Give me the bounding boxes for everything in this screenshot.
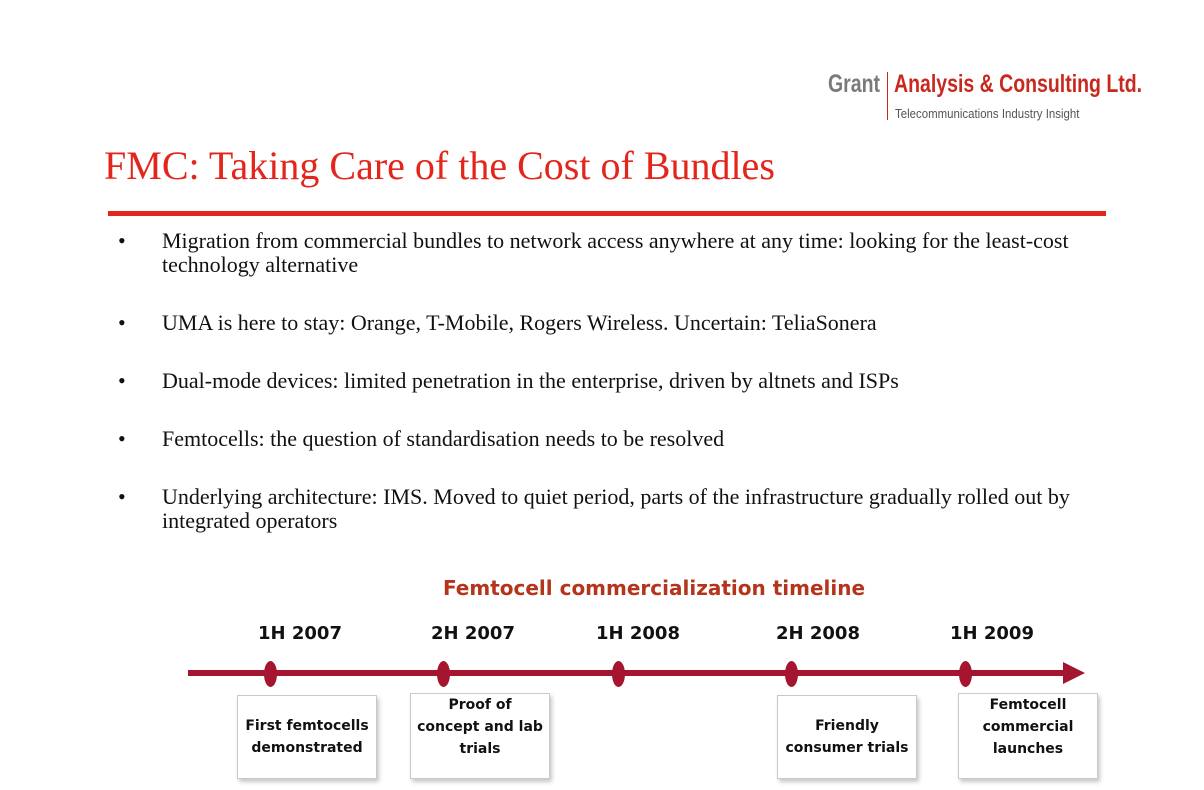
bullet-item xyxy=(118,311,1108,335)
bullet-marker: • xyxy=(118,310,126,335)
bullet-item xyxy=(118,369,1108,393)
bullet-marker: • xyxy=(118,484,126,509)
timeline-marker xyxy=(959,661,972,687)
timeline-event-text: Femtocell commercial launches xyxy=(982,697,1074,757)
bullet-text: Femtocells: the question of standardisation needs to be resolved xyxy=(162,426,725,451)
logo-company-text: Analysis & Consulting Ltd. xyxy=(894,70,1143,98)
timeline-period-label: 2H 2008 xyxy=(776,623,860,644)
title-underline xyxy=(108,211,1106,216)
timeline-axis xyxy=(188,670,1066,676)
timeline-event-text: Friendly consumer trials xyxy=(785,718,909,756)
bullet-item xyxy=(118,229,1108,277)
timeline-event-box xyxy=(777,695,917,779)
timeline-marker xyxy=(612,661,625,687)
bullet-item xyxy=(118,485,1108,533)
bullet-text: UMA is here to stay: Orange, T-Mobile, Rogers Wireless. Uncertain: TeliaSonera xyxy=(162,310,877,335)
timeline-event-text: Proof of concept and lab trials xyxy=(417,697,543,757)
company-logo xyxy=(828,70,1143,130)
timeline-marker xyxy=(437,661,450,687)
logo-grant-text: Grant xyxy=(828,70,881,98)
timeline-arrowhead xyxy=(1063,662,1085,684)
timeline-marker xyxy=(264,661,277,687)
bullet-text: Migration from commercial bundles to network access anywhere at any time: looking for the least-cost technology alternative xyxy=(162,228,1069,277)
timeline-period-label: 1H 2008 xyxy=(596,623,680,644)
bullet-list xyxy=(118,229,1108,567)
timeline-event-box xyxy=(958,693,1098,779)
logo-divider xyxy=(887,72,888,120)
slide-title: FMC: Taking Care of the Cost of Bundles xyxy=(104,143,775,188)
timeline-event-text: First femtocells demonstrated xyxy=(245,718,369,756)
bullet-marker: • xyxy=(118,228,126,253)
timeline-period-label: 1H 2009 xyxy=(950,623,1034,644)
timeline-event-box xyxy=(237,695,377,779)
bullet-marker: • xyxy=(118,368,126,393)
bullet-text: Dual-mode devices: limited penetration in the enterprise, driven by altnets and ISPs xyxy=(162,368,899,393)
timeline-period-label: 2H 2007 xyxy=(431,623,515,644)
timeline-event-box xyxy=(410,693,550,779)
bullet-text: Underlying architecture: IMS. Moved to quiet period, parts of the infrastructure gradually rolled out by integrated operators xyxy=(162,484,1070,533)
bullet-item xyxy=(118,427,1108,451)
timeline-marker xyxy=(785,661,798,687)
logo-tagline: Telecommunications Industry Insight xyxy=(895,106,1080,121)
timeline-title: Femtocell commercialization timeline xyxy=(442,576,866,600)
timeline-period-label: 1H 2007 xyxy=(258,623,342,644)
bullet-marker: • xyxy=(118,426,126,451)
